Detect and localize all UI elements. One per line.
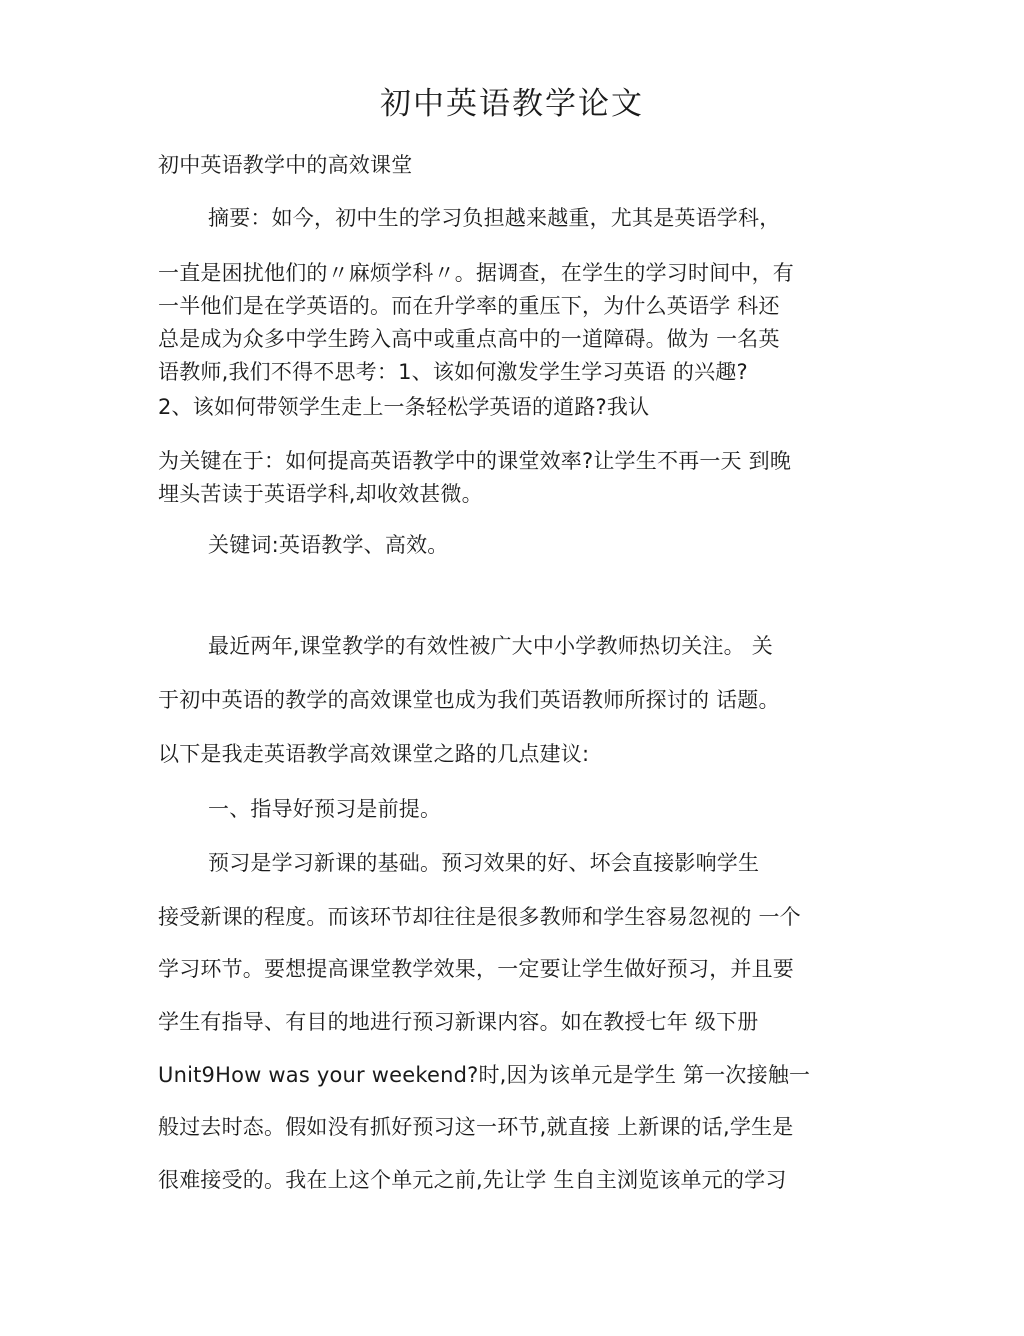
keywords-line: 关键词:英语教学、高效。 [208,533,449,557]
body-line: 般过去时态。假如没有抓好预习这一环节,就直接 上新课的话,学生是 [158,1115,794,1139]
body-line: 最近两年,课堂教学的有效性被广大中小学教师热切关注。 关 [208,634,773,658]
abstract-line: 埋头苦读于英语学科,却收效甚微。 [158,482,483,506]
abstract-line: 为关键在于：如何提高英语教学中的课堂效率?让学生不再一天 到晚 [158,449,792,473]
body-line: Unit9How was your weekend?时,因为该单元是学生 第一次接触一 [158,1063,811,1087]
abstract-line: 一半他们是在学英语的。而在升学率的重压下，为什么英语学 科还 [158,294,780,318]
body-line: 接受新课的程度。而该环节却往往是很多教师和学生容易忽视的 一个 [158,905,801,929]
body-line: 学生有指导、有目的地进行预习新课内容。如在教授七年 级下册 [158,1010,759,1034]
abstract-line: 总是成为众多中学生跨入高中或重点高中的一道障碍。做为 一名英 [158,327,780,351]
body-line: 预习是学习新课的基础。预习效果的好、坏会直接影响学生 [208,851,760,875]
body-line: 很难接受的。我在上这个单元之前,先让学 生自主浏览该单元的学习 [158,1168,787,1192]
body-line: 于初中英语的教学的高效课堂也成为我们英语教师所探讨的 话题。 [158,688,780,712]
abstract-line: 语教师,我们不得不思考：1、该如何激发学生学习英语 的兴趣? [158,360,748,384]
body-line: 学习环节。要想提高课堂教学效果，一定要让学生做好预习，并且要 [158,957,794,981]
abstract-line: 一直是困扰他们的〃麻烦学科〃。据调查，在学生的学习时间中，有 [158,261,794,285]
body-line: 以下是我走英语教学高效课堂之路的几点建议: [158,742,590,766]
abstract-line: 2、该如何带领学生走上一条轻松学英语的道路?我认 [158,395,650,419]
subtitle: 初中英语教学中的高效课堂 [158,153,413,177]
section-heading: 一、指导好预习是前提。 [208,797,442,821]
document-title: 初中英语教学论文 [380,86,644,122]
abstract-line: 摘要：如今，初中生的学习负担越来越重，尤其是英语学科， [208,206,781,230]
